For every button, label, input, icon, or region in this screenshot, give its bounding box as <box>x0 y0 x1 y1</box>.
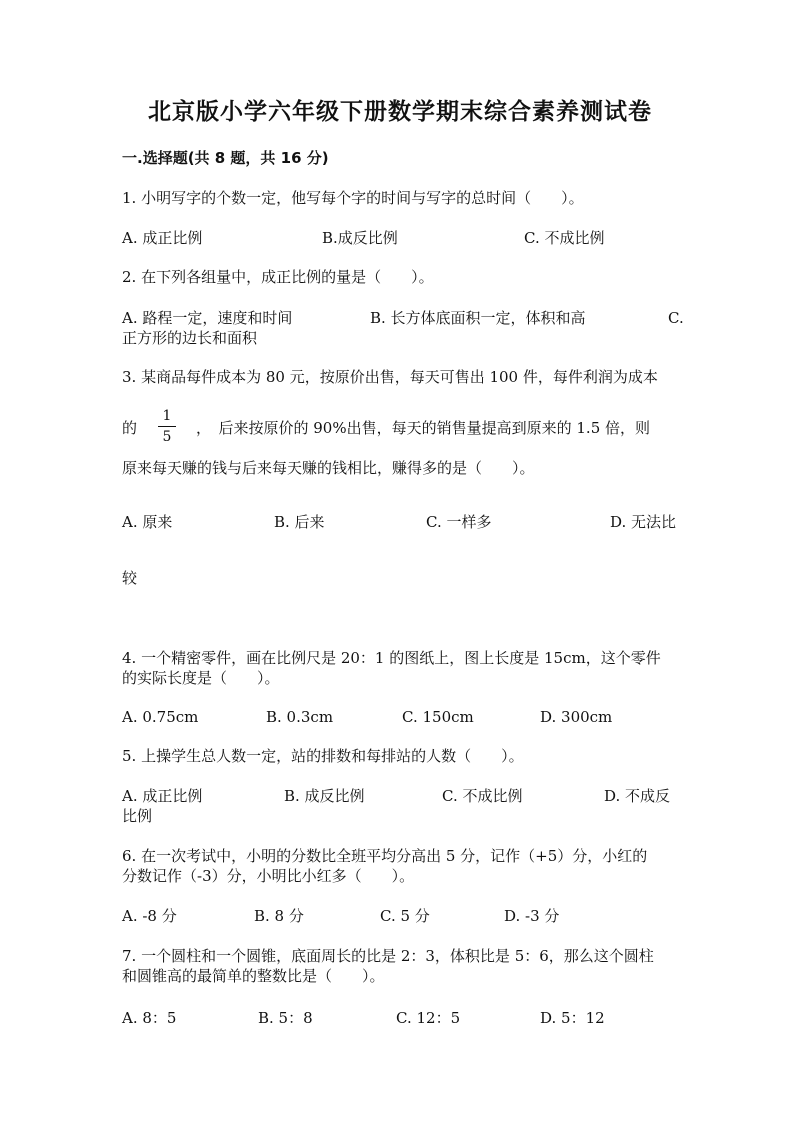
question-4-line-2: 的实际长度是（ ）。 <box>122 669 280 687</box>
fraction-bar <box>158 426 176 427</box>
question-3-line-1: 3. 某商品每件成本为 80 元，按原价出售，每天可售出 100 件，每件利润为成本 <box>122 368 658 386</box>
question-3-line-2: ， 后来按原价的 90%出售，每天的销售量提高到原来的 1.5 倍，则 <box>196 419 651 437</box>
question-6-line-2: 分数记作（-3）分，小明比小红多（ ）。 <box>122 867 415 885</box>
fraction-numerator: 1 <box>162 408 172 424</box>
question-3-option-d-wrap: 较 <box>122 569 138 587</box>
page-title: 北京版小学六年级下册数学期末综合素养测试卷 <box>148 99 652 125</box>
question-2-option-a: A. 路程一定，速度和时间 <box>122 309 293 327</box>
question-1-stem: 1. 小明写字的个数一定，他写每个字的时间与写字的总时间（ ）。 <box>122 189 584 207</box>
question-3-line-2-prefix: 的 <box>122 419 138 437</box>
question-6-option-b: B. 8 分 <box>254 907 304 925</box>
question-4-line-1: 4. 一个精密零件，画在比例尺是 20：1 的图纸上，图上长度是 15cm，这个零件 <box>122 649 661 667</box>
question-6-line-1: 6. 在一次考试中，小明的分数比全班平均分高出 5 分，记作（+5）分，小红的 <box>122 847 648 865</box>
question-1-option-a: A. 成正比例 <box>122 229 203 247</box>
question-3-option-b: B. 后来 <box>274 513 325 531</box>
question-2-stem: 2. 在下列各组量中，成正比例的量是（ ）。 <box>122 268 434 286</box>
question-3-line-3: 原来每天赚的钱与后来每天赚的钱相比，赚得多的是（ ）。 <box>122 459 535 477</box>
question-3-option-d: D. 无法比 <box>610 513 677 531</box>
section-heading: 一.选择题(共 8 题，共 16 分) <box>122 149 329 167</box>
question-2-option-b: B. 长方体底面积一定，体积和高 <box>370 309 586 327</box>
question-7-option-a: A. 8：5 <box>122 1009 177 1027</box>
question-2-option-c-wrap: 正方形的边长和面积 <box>122 329 258 347</box>
question-6-option-a: A. -8 分 <box>122 907 177 925</box>
question-7-option-b: B. 5：8 <box>258 1009 313 1027</box>
question-7-option-c: C. 12：5 <box>396 1009 461 1027</box>
question-4-option-d: D. 300cm <box>540 708 613 726</box>
question-7-line-2: 和圆锥高的最简单的整数比是（ ）。 <box>122 967 385 985</box>
question-5-option-c: C. 不成比例 <box>442 787 523 805</box>
question-4-option-b: B. 0.3cm <box>266 708 334 726</box>
question-7-option-d: D. 5：12 <box>540 1009 605 1027</box>
question-3-option-a: A. 原来 <box>122 513 173 531</box>
question-5-option-b: B. 成反比例 <box>284 787 365 805</box>
question-4-option-a: A. 0.75cm <box>122 708 199 726</box>
question-5-stem: 5. 上操学生总人数一定，站的排数和每排站的人数（ ）。 <box>122 747 524 765</box>
fraction-denominator: 5 <box>162 429 172 445</box>
question-4-option-c: C. 150cm <box>402 708 474 726</box>
question-6-option-c: C. 5 分 <box>380 907 430 925</box>
question-5-option-d: D. 不成反 <box>604 787 671 805</box>
question-3-option-c: C. 一样多 <box>426 513 492 531</box>
question-5-option-a: A. 成正比例 <box>122 787 203 805</box>
question-1-option-c: C. 不成比例 <box>524 229 605 247</box>
question-1-option-b: B.成反比例 <box>322 229 398 247</box>
fraction-one-fifth <box>158 408 176 445</box>
question-7-line-1: 7. 一个圆柱和一个圆锥，底面周长的比是 2：3，体积比是 5：6，那么这个圆柱 <box>122 947 654 965</box>
question-5-option-d-wrap: 比例 <box>122 807 153 825</box>
question-6-option-d: D. -3 分 <box>504 907 560 925</box>
question-2-option-c: C. <box>668 309 684 327</box>
